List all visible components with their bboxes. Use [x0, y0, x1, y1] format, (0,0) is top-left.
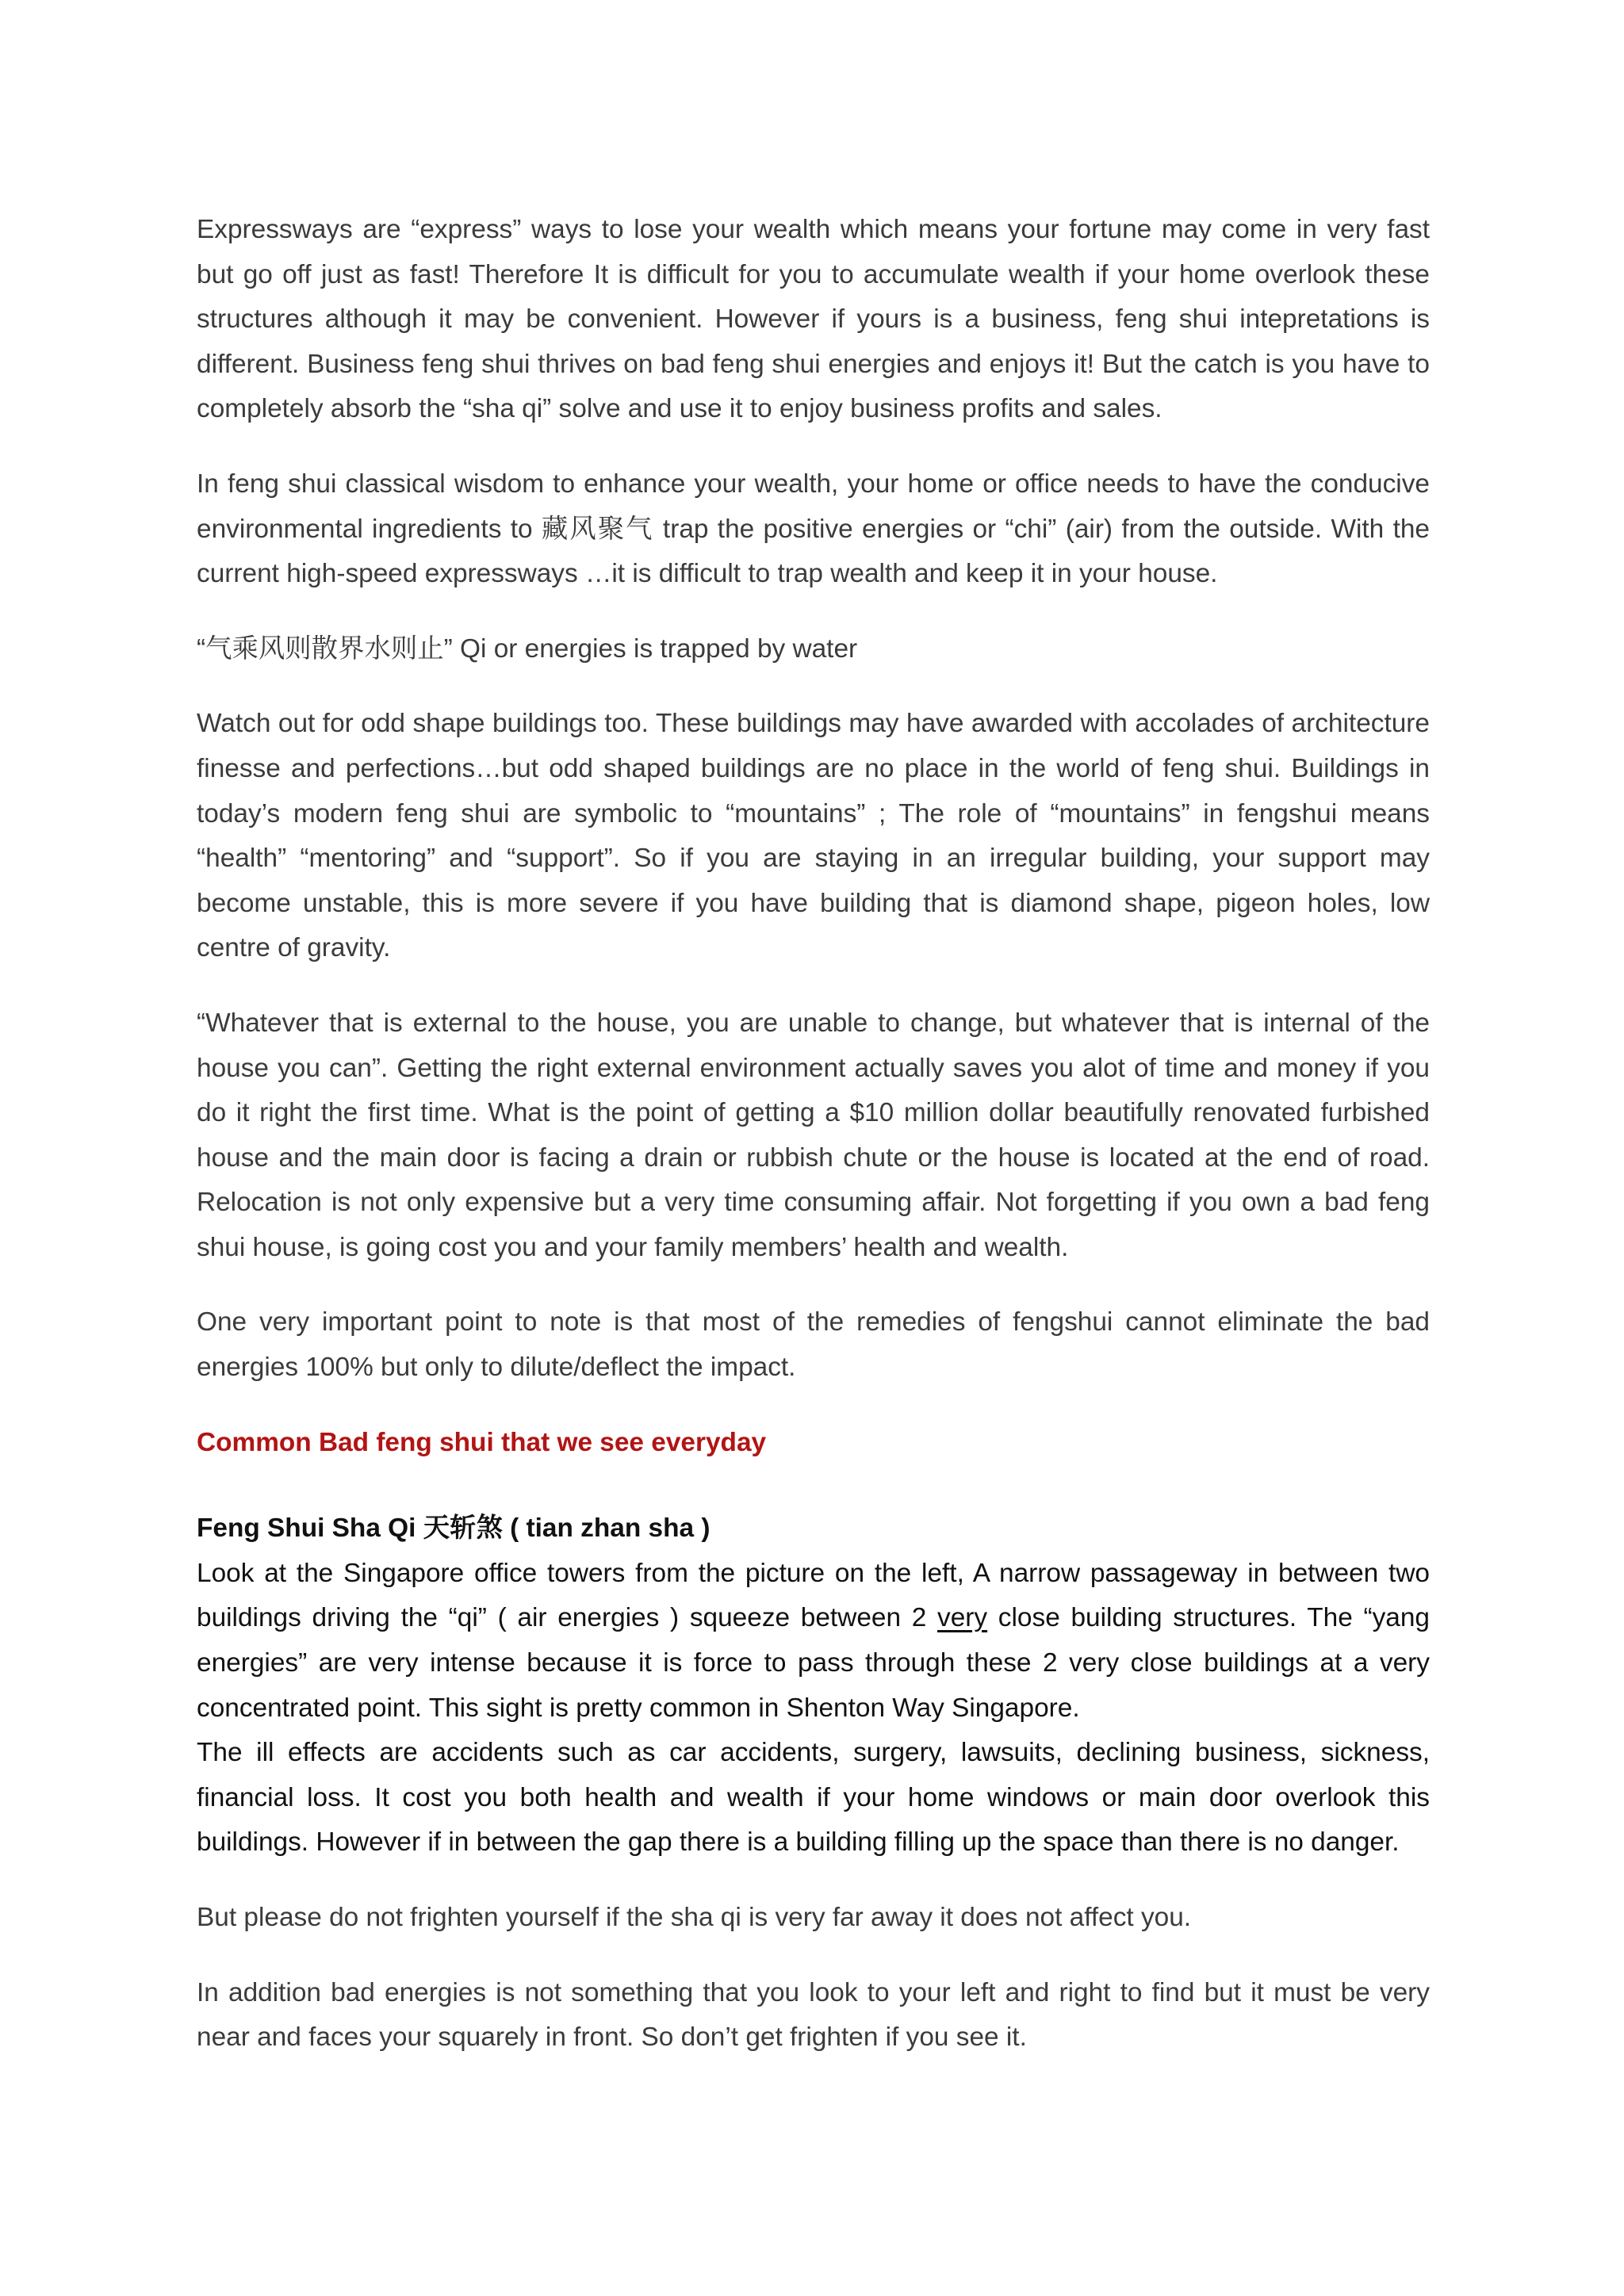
paragraph-in-addition: In addition bad energies is not something that you look to your left and right to find but it must be very near and faces your squarely in front. So don’t get frighten if you see it. — [197, 1977, 1430, 2053]
paragraph-singapore-towers — [197, 1552, 1430, 1731]
paragraph-odd-shape-buildings: Watch out for odd shape buildings too. These buildings may have awarded with accolades of architecture finesse and perfections…but odd shaped buildings are no place in the world of feng shui. Buildings in today’s modern feng shui are symbolic to “mountains” ; The role of “mountains” in fengshui means “health” “mentoring” and “support”. So if you are staying in an irregular building, your support may become unstable, this is more severe if you have building that is diamond shape, pigeon holes, low centre of gravity. — [197, 709, 1430, 963]
document-body — [197, 208, 1430, 2091]
section-heading-common-bad-feng-shui: Common Bad feng shui that we see everyday — [197, 1427, 767, 1457]
paragraph-ill-effects: The ill effects are accidents such as car accidents, surgery, lawsuits, declining business, sickness, financial loss. It cost you both health and wealth if your home windows or main door overlook this buildings. However if in between the gap there is a building filling up the space than there is no danger. — [197, 1738, 1430, 1858]
paragraph-classical-wisdom: In feng shui classical wisdom to enhance your wealth, your home or office needs to have the conducive environmental ingredients to 藏风聚气 trap the positive energies or “chi” (air) from the outside. With the current high-speed expressways …it is difficult to trap wealth and keep it in your house. — [197, 469, 1430, 589]
subheading-sha-qi: Feng Shui Sha Qi 天斩煞 ( tian zhan sha ) — [197, 1513, 710, 1544]
underlined-word-very: very — [937, 1603, 988, 1633]
paragraph-qi-quote: “气乘风则散界水则止” Qi or energies is trapped by water — [197, 633, 858, 664]
paragraph-external-environment: “Whatever that is external to the house, you are unable to change, but whatever that is internal of the house you can”. Getting the right external environment actually saves you alot of time and money if you do it right the first time. What is the point of getting a $10 million dollar beautifully renovated furbished house and the main door is facing a drain or rubbish chute or the house is located at the end of road. Relocation is not only expensive but a very time consuming affair. Not forgetting if you own a bad feng shui house, is going cost you and your family members’ health and wealth. — [197, 1008, 1430, 1262]
paragraph-singapore-text-a: Look at the Singapore office towers from the picture on the left, A narrow passageway in between two buildings driving the “qi” ( air energies ) squeeze between 2 — [197, 1558, 1430, 1633]
paragraph-singapore-text-b: close building structures. The “yang energies” are very intense because it is force to pass through these 2 very close buildings at a very concentrated point. This sight is pretty common in Shenton Way Singapore. — [197, 1603, 1430, 1723]
paragraph-expressways: Expressways are “express” ways to lose your wealth which means your fortune may come in very fast but go off just as fast! Therefore It is difficult for you to accumulate wealth if your home overlook these structures although it may be convenient. However if yours is a business, feng shui intepretations is different. Business feng shui thrives on bad feng shui energies and enjoys it! But the catch is you have to completely absorb the “sha qi” solve and use it to enjoy business profits and sales. — [197, 215, 1430, 424]
paragraph-remedies: One very important point to note is that most of the remedies of fengshui cannot eliminate the bad energies 100% but only to dilute/deflect the impact. — [197, 1307, 1430, 1383]
paragraph-far-away: But please do not frighten yourself if the sha qi is very far away it does not affect you. — [197, 1903, 1192, 1932]
